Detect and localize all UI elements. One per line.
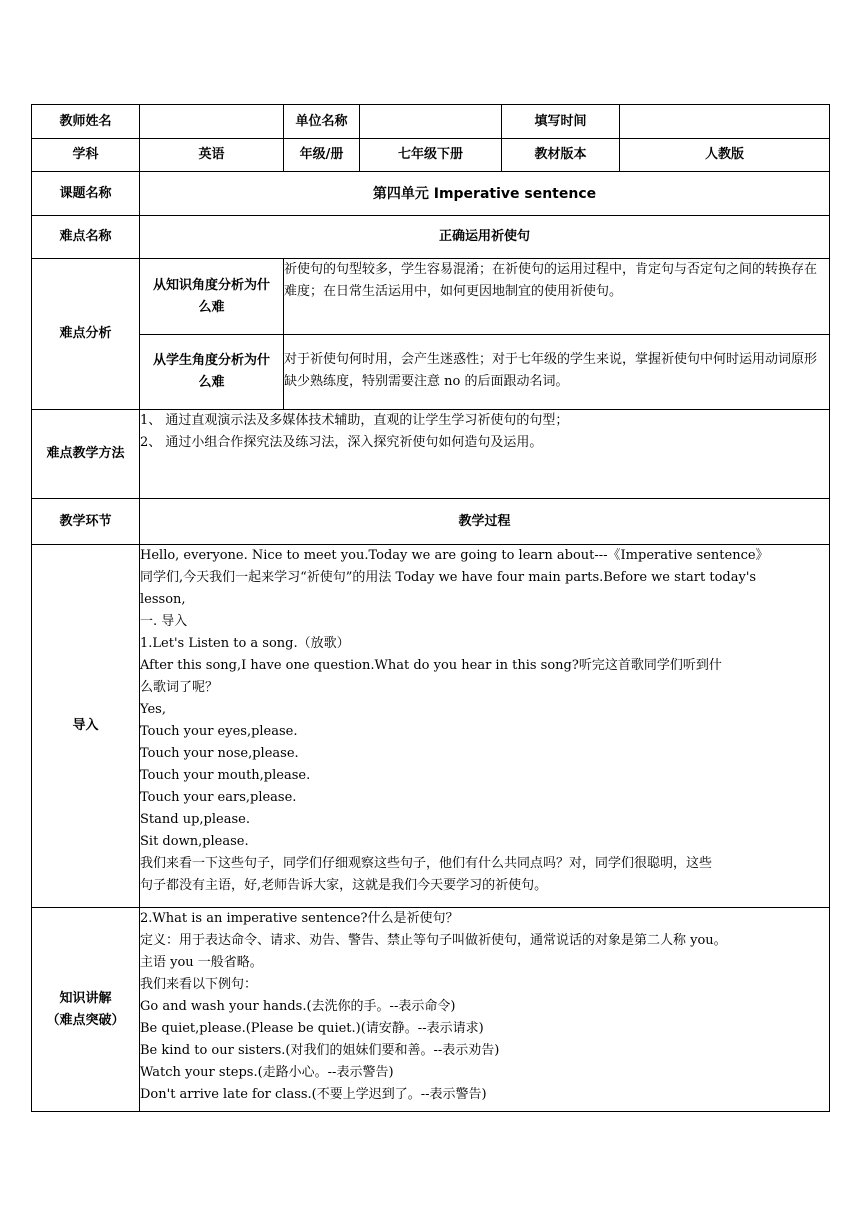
knowledge-line: 我们来看以下例句：: [140, 977, 258, 992]
knowledge-line: 定义：用于表达命令、请求、劝告、警告、禁止等句子叫做祈使句，通常说话的对象是第二人称 you。: [140, 933, 727, 948]
intro-line: Hello, everyone. Nice to meet you.Today we are going to learn about---《Imperative sentence》: [140, 548, 769, 563]
intro-row: [32, 545, 830, 908]
intro-line: Touch your mouth,please.: [140, 768, 311, 783]
info-row-2: [32, 139, 830, 172]
knowledge-line: Be quiet,please.(Please be quiet.)(请安静。--表示请求): [140, 1021, 484, 1036]
student-angle-text: 对于祈使句何时用，会产生迷惑性；对于七年级的学生来说，掌握祈使句中何时运用动词原形缺少熟练度，特别需要注意 no 的后面跟动名词。: [284, 335, 830, 410]
textbook-value: 人教版: [620, 139, 830, 172]
subject-label: 学科: [32, 139, 140, 172]
intro-line: 1.Let's Listen to a song.（放歌）: [140, 636, 350, 651]
textbook-label: 教材版本: [502, 139, 620, 172]
knowledge-label-line2: （难点突破）: [46, 1012, 125, 1028]
difficulty-value: 正确运用祈使句: [140, 216, 830, 259]
knowledge-content: [140, 908, 830, 1112]
student-angle-label: 从学生角度分析为什么难: [140, 335, 284, 410]
intro-line: Yes,: [140, 702, 166, 717]
intro-line: 一. 导入: [140, 614, 188, 629]
analysis-knowledge-row: [32, 259, 830, 335]
grade-label: 年级/册: [284, 139, 360, 172]
step-header: 教学环节: [32, 499, 140, 545]
method-item: 1、 通过直观演示法及多媒体技术辅助，直观的让学生学习祈使句的句型；: [140, 413, 569, 428]
knowledge-angle-label: 从知识角度分析为什么难: [140, 259, 284, 335]
method-label: 难点教学方法: [32, 410, 140, 499]
intro-content: [140, 545, 830, 908]
knowledge-line: 2.What is an imperative sentence?什么是祈使句？: [140, 911, 459, 926]
knowledge-line: Be kind to our sisters.(对我们的姐妹们要和善。--表示劝告): [140, 1043, 500, 1058]
intro-line: Touch your nose,please.: [140, 746, 299, 761]
difficulty-label: 难点名称: [32, 216, 140, 259]
knowledge-line: Go and wash your hands.(去洗你的手。--表示命令): [140, 999, 456, 1014]
intro-line: 同学们,今天我们一起来学习“祈使句”的用法 Today we have four main parts.Before we start today's: [140, 570, 757, 585]
process-header-row: [32, 499, 830, 545]
method-row: [32, 410, 830, 499]
intro-line: lesson,: [140, 592, 186, 607]
topic-label: 课题名称: [32, 172, 140, 216]
unit-value: [360, 105, 502, 139]
intro-line: 句子都没有主语，好,老师告诉大家，这就是我们今天要学习的祈使句。: [140, 878, 548, 893]
difficulty-row: [32, 216, 830, 259]
intro-line: 么歌词了呢？: [140, 680, 219, 695]
analysis-student-row: [32, 335, 830, 410]
topic-row: [32, 172, 830, 216]
knowledge-line: Don't arrive late for class.(不要上学迟到了。--表示警告): [140, 1087, 487, 1102]
intro-line: After this song,I have one question.What do you hear in this song?听完这首歌同学们听到什: [140, 658, 722, 673]
knowledge-line: Watch your steps.(走路小心。--表示警告): [140, 1065, 394, 1080]
subject-value: 英语: [140, 139, 284, 172]
topic-value: 第四单元 Imperative sentence: [140, 172, 830, 216]
intro-line: Sit down,please.: [140, 834, 249, 849]
teacher-name-value: [140, 105, 284, 139]
teacher-name-label: 教师姓名: [32, 105, 140, 139]
lesson-plan-table: [31, 104, 830, 1112]
knowledge-row: [32, 908, 830, 1112]
intro-line: Touch your eyes,please.: [140, 724, 298, 739]
grade-value: 七年级下册: [360, 139, 502, 172]
fill-time-value: [620, 105, 830, 139]
info-row-1: [32, 105, 830, 139]
intro-line: 我们来看一下这些句子，同学们仔细观察这些句子，他们有什么共同点吗？对，同学们很聪明，这些: [140, 856, 713, 871]
fill-time-label: 填写时间: [502, 105, 620, 139]
analysis-label: 难点分析: [32, 259, 140, 410]
intro-line: Touch your ears,please.: [140, 790, 297, 805]
method-list: [140, 410, 830, 499]
knowledge-label: [32, 908, 140, 1112]
knowledge-line: 主语 you 一般省略。: [140, 955, 263, 970]
knowledge-angle-text: 祈使句的句型较多，学生容易混淆；在祈使句的运用过程中，肯定句与否定句之间的转换存在难度；在日常生活运用中，如何更因地制宜的使用祈使句。: [284, 259, 830, 335]
knowledge-label-line1: 知识讲解: [59, 990, 112, 1006]
unit-label: 单位名称: [284, 105, 360, 139]
intro-label: 导入: [32, 545, 140, 908]
method-item: 2、 通过小组合作探究法及练习法，深入探究祈使句如何造句及运用。: [140, 435, 543, 450]
process-header: 教学过程: [140, 499, 830, 545]
intro-line: Stand up,please.: [140, 812, 250, 827]
